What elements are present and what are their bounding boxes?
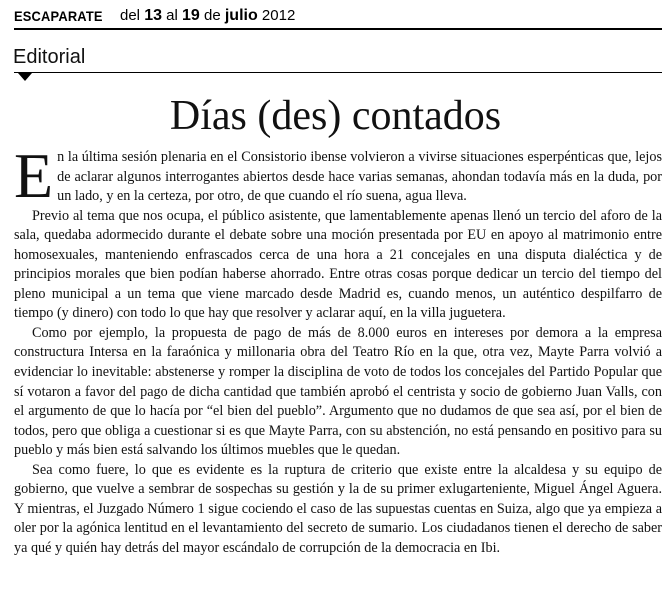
kicker-divider (14, 72, 662, 73)
article-body (14, 140, 662, 558)
masthead (14, 6, 662, 30)
date-prefix: del (120, 7, 141, 24)
section-name: ESCAPARATE (14, 8, 103, 24)
date-day-start: 13 (144, 7, 162, 24)
issue-date (120, 7, 295, 25)
date-de: de (204, 7, 221, 24)
headline: Días (des) contados (169, 93, 502, 139)
kicker-arrow-icon (18, 73, 32, 81)
article-paragraph-2: Previo al tema que nos ocupa, el público asistente, que lamentablemente apenas llenó un tercio del aforo de la sala, quedaba adormecido durante el debate sobre una moción presentada por EU en apoyo al matrimonio entre homosexuales, manteniendo enfrascados cerca de una hora a 21 concejales en una disputa dialéctica y de principios morales que bien podían haberse ahorrado. Entre otras cosas porque dedicar un tercio del tiempo del pleno municipal a un tema que viene marcado desde Madrid es, cuando menos, un auténtico despilfarro de tiempo (y dinero) con todo lo que hay que resolver y aclarar aquí, en la villa juguetera. (14, 207, 662, 322)
paragraph-1-text: n la última sesión plenaria en el Consistorio ibense volvieron a vivirse situaciones esperpénticas que, lejos de aclarar algunos interrogantes abiertos desde hace varias semanas, ahondan todavía más en la duda, por un lado, y en la certeza, por otro, de que cuando el río suena, agua lleva. (57, 149, 662, 205)
date-year: 2012 (261, 7, 296, 24)
article-paragraph-3: Como por ejemplo, la propuesta de pago de más de 8.000 euros en intereses por demora a la empresa constructura Intersa en la faraónica y millonaria obra del Teatro Río en la que, otra vez, Mayte Parra volvió a evidenciar lo inevitable: abstenerse y romper la disciplina de voto de todos los concejales del Partido Popular que sí votaron a favor del pago de dicha cantidad que también aprobó el centrista y socio de gobierno Juan Valls, con el argumento de que lo hacía por “el bien del pueblo”. Argumento que no dudamos de que sea así, por el bien de todos, pero que obliga a cuestionar si es que Mayte Parra, con su abstención, no está pensando en positivo para su pueblo y más bien está salvando los últimos muebles que le quedan. (14, 324, 662, 459)
drop-cap: E (14, 140, 54, 211)
date-mid: al (166, 7, 178, 24)
date-day-end: 19 (182, 7, 200, 24)
section-kicker: Editorial (13, 46, 86, 68)
article-paragraph-1 (14, 140, 662, 211)
date-month: julio (224, 7, 258, 24)
article-paragraph-4: Sea como fuere, lo que es evidente es la ruptura de criterio que existe entre la alcaldesa y su equipo de gobierno, que vuelve a sembrar de sospechas su gestión y la de su primer exlugarteniente, Miguel Ángel Aguera. Y mientras, el Juzgado Número 1 sigue cociendo el caso de las supuestas cuentas en Suiza, algo que ya empieza a oler por la agónica lentitud en el levantamiento del secreto de sumario. Los ciudadanos tienen el derecho de saber ya qué y quién hay detrás del mayor escándalo de corrupción de la democracia en Ibi. (14, 461, 662, 556)
